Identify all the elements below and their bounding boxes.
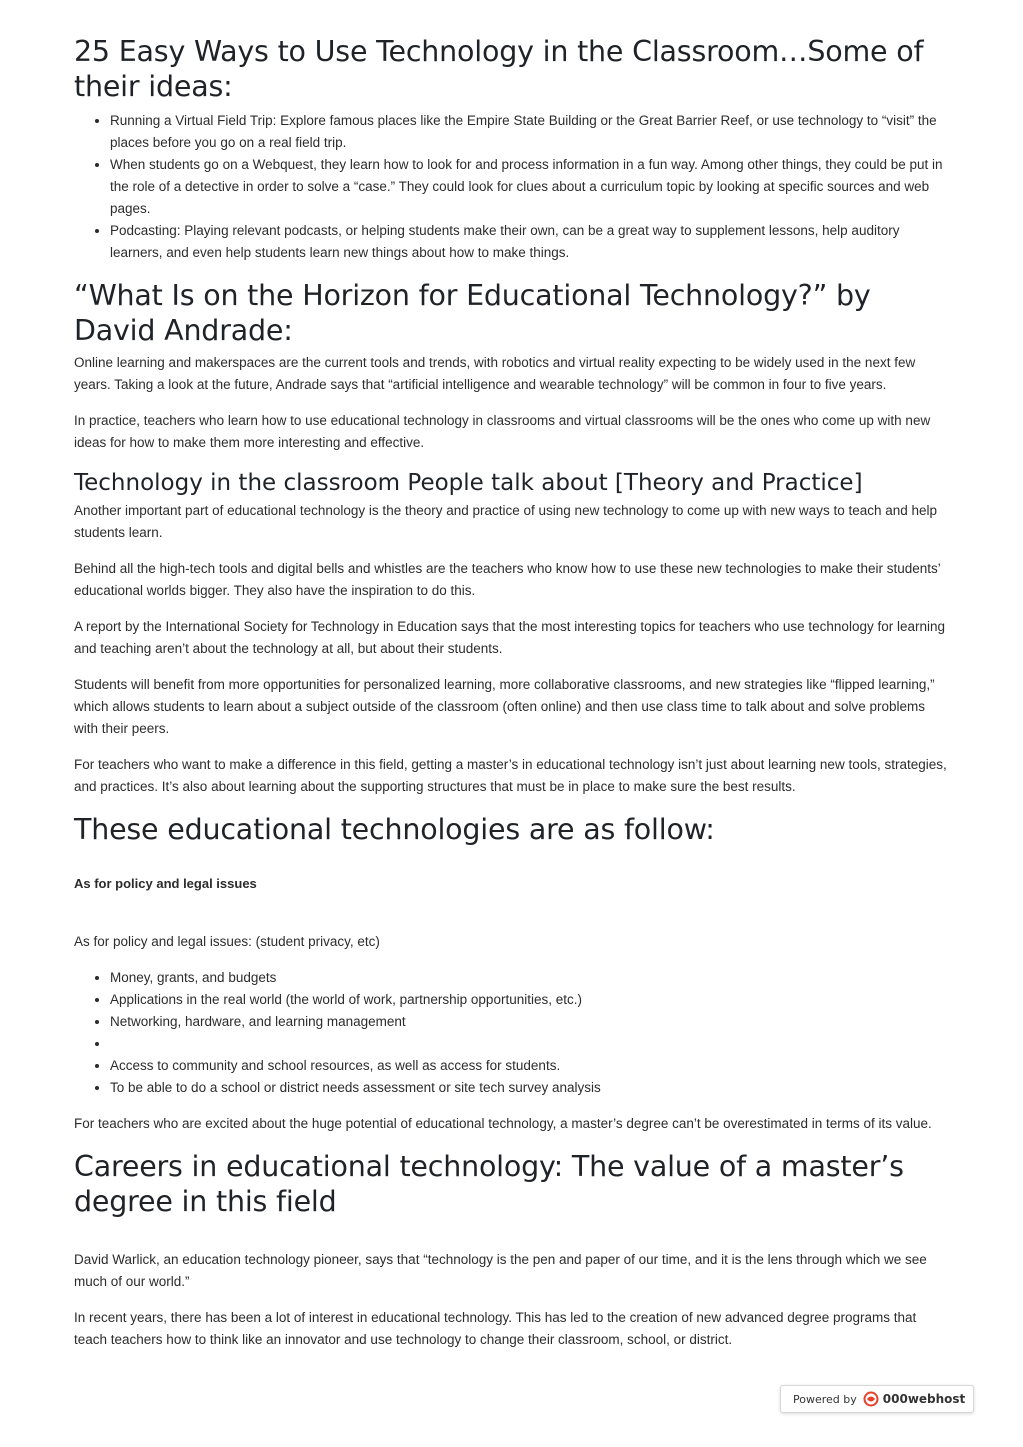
- paragraph: For teachers who are excited about the huge potential of educational technology, a master’s degree can’t be overestimated in terms of its value.: [74, 1116, 932, 1131]
- article: [74, 34, 950, 1351]
- list-item: • To be able to do a school or district needs assessment or site tech survey analysis: [110, 1077, 950, 1099]
- paragraph: In practice, teachers who learn how to use educational technology in classrooms and virtual classrooms will be the ones who come up with new ideas for how to make them more interesting and effective.: [74, 413, 931, 450]
- paragraph: As for policy and legal issues: (student privacy, etc): [74, 934, 380, 949]
- list-item: • Podcasting: Playing relevant podcasts, or helping students make their own, can be a great way to supplement lessons, help auditory learners, and even help students learn new things about how to make things.: [110, 220, 950, 264]
- paragraph: Online learning and makerspaces are the current tools and trends, with robotics and virtual reality expecting to be widely used in the next few years. Taking a look at the future, Andrade says that “artificial intelligence and wearable technology” will be common in four to five years.: [74, 355, 916, 392]
- paragraph: A report by the International Society for Technology in Education says that the most interesting topics for teachers who use technology for learning and teaching aren’t about the technology at all, but about their students.: [74, 619, 946, 656]
- list-item: • Networking, hardware, and learning management: [110, 1011, 950, 1033]
- section-heading-classroom-ideas: 25 Easy Ways to Use Technology in the Classroom…Some of their ideas:: [74, 35, 924, 103]
- section-heading-technologies: These educational technologies are as follow:: [74, 813, 715, 846]
- list-item: • Access to community and school resources, as well as access for students.: [110, 1055, 950, 1077]
- powered-by-label: Powered by: [793, 1392, 857, 1406]
- paragraph: David Warlick, an education technology pioneer, says that “technology is the pen and paper of our time, and it is the lens through which we see much of our world.”: [74, 1252, 927, 1289]
- list-item: • Applications in the real world (the world of work, partnership opportunities, etc.): [110, 989, 950, 1011]
- list-item: • Money, grants, and budgets: [110, 967, 950, 989]
- section-heading-theory-practice: Technology in the classroom People talk about [Theory and Practice]: [74, 470, 863, 496]
- list-item: • When students go on a Webquest, they learn how to look for and process information in a fun way. Among other things, they could be put in the role of a detective in order to solve a “case.” They could look for clues about a curriculum topic by looking at specific sources and web pages.: [110, 154, 950, 220]
- paragraph: Students will benefit from more opportunities for personalized learning, more collaborative classrooms, and new strategies like “flipped learning,” which allows students to learn about a subject outside of the classroom (often online) and then use class time to talk about and solve problems with their peers.: [74, 677, 935, 736]
- powered-by-badge[interactable]: [780, 1385, 974, 1413]
- list-item: • Running a Virtual Field Trip: Explore famous places like the Empire State Building or the Great Barrier Reef, or use technology to “visit” the places before you go on a real field trip.: [110, 110, 950, 154]
- paragraph: For teachers who want to make a difference in this field, getting a master’s in educational technology isn’t just about learning new tools, strategies, and practices. It’s also about learning about the supporting structures that must be in place to make sure the best results.: [74, 757, 947, 794]
- paragraph: Behind all the high-tech tools and digital bells and whistles are the teachers who know how to use these new technologies to make their students’ educational worlds bigger. They also have the inspiration to do this.: [74, 561, 941, 598]
- paragraph: In recent years, there has been a lot of interest in educational technology. This has led to the creation of new advanced degree programs that teach teachers how to think like an innovator and use technology to change their classroom, school, or district.: [74, 1310, 917, 1347]
- section-heading-careers: Careers in educational technology: The value of a master’s degree in this field: [74, 1150, 904, 1218]
- policy-label: As for policy and legal issues: [74, 876, 257, 891]
- 000webhost-logo-icon: [863, 1391, 879, 1407]
- technologies-list: [74, 967, 950, 1099]
- section-heading-horizon: “What Is on the Horizon for Educational Technology?” by David Andrade:: [74, 279, 871, 347]
- list-item-empty: [110, 1033, 950, 1055]
- ideas-list: [74, 110, 950, 264]
- paragraph: Another important part of educational technology is the theory and practice of using new technology to come up with new ways to teach and help students learn.: [74, 503, 938, 540]
- brand-name: 000webhost: [882, 1392, 966, 1406]
